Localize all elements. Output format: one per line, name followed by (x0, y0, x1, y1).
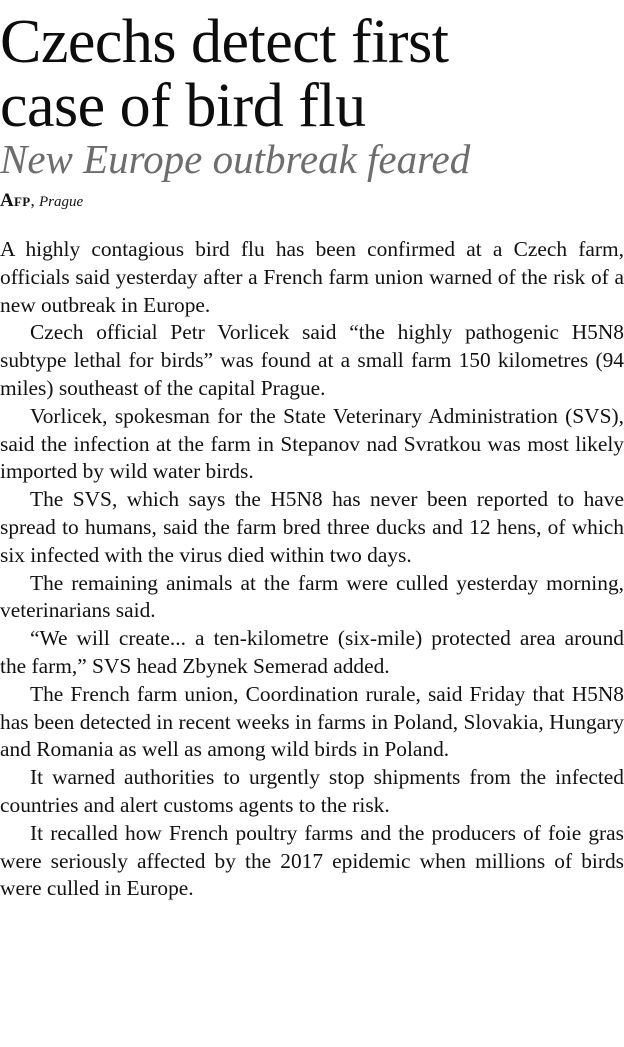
paragraph-8: It warned authorities to urgently stop shipments from the infected countries and alert customs agents to the risk. (0, 765, 624, 817)
headline-line-1: Czechs detect first (0, 8, 449, 76)
subheadline: New Europe outbreak feared (0, 136, 471, 182)
paragraph-9: It recalled how French poultry farms and the producers of foie gras were seriously affected by the 2017 epidemic when millions of birds were culled in Europe. (0, 820, 624, 901)
paragraph-6: “We will create... a ten-kilometre (six-mile) protected area around the farm,” SVS head Zbynek Semerad added. (0, 626, 624, 678)
paragraph-4: The SVS, which says the H5N8 has never been reported to have spread to humans, said the farm bred three ducks and 12 hens, of which six infected with the virus died within two days. (0, 487, 624, 567)
paragraph-5: The remaining animals at the farm were culled yesterday morning, veterinarians said. (0, 570, 624, 623)
headline (0, 0, 624, 138)
paragraph-1: A highly contagious bird flu has been confirmed at a Czech farm, officials said yesterday after a French farm union warned of the risk of a new outbreak in Europe. (0, 237, 624, 317)
byline (0, 190, 624, 213)
byline-separator: , (30, 191, 35, 210)
paragraph-3: Vorlicek, spokesman for the State Veterinary Administration (SVS), said the infection at the farm in Stepanov nad Svratkou was most likely imported by wild water birds. (0, 403, 624, 484)
byline-location: Prague (39, 194, 84, 210)
article-body (0, 236, 624, 903)
headline-line-2: case of bird flu (0, 72, 366, 140)
paragraph-7: The French farm union, Coordination rurale, said Friday that H5N8 has been detected in recent weeks in farms in Poland, Slovakia, Hungary and Romania as well as among wild birds in Poland. (0, 681, 624, 762)
paragraph-2: Czech official Petr Vorlicek said “the highly pathogenic H5N8 subtype lethal for birds” was found at a small farm 150 kilometres (94 miles) southeast of the capital Prague. (0, 320, 624, 400)
byline-agency: Afp (0, 190, 31, 211)
